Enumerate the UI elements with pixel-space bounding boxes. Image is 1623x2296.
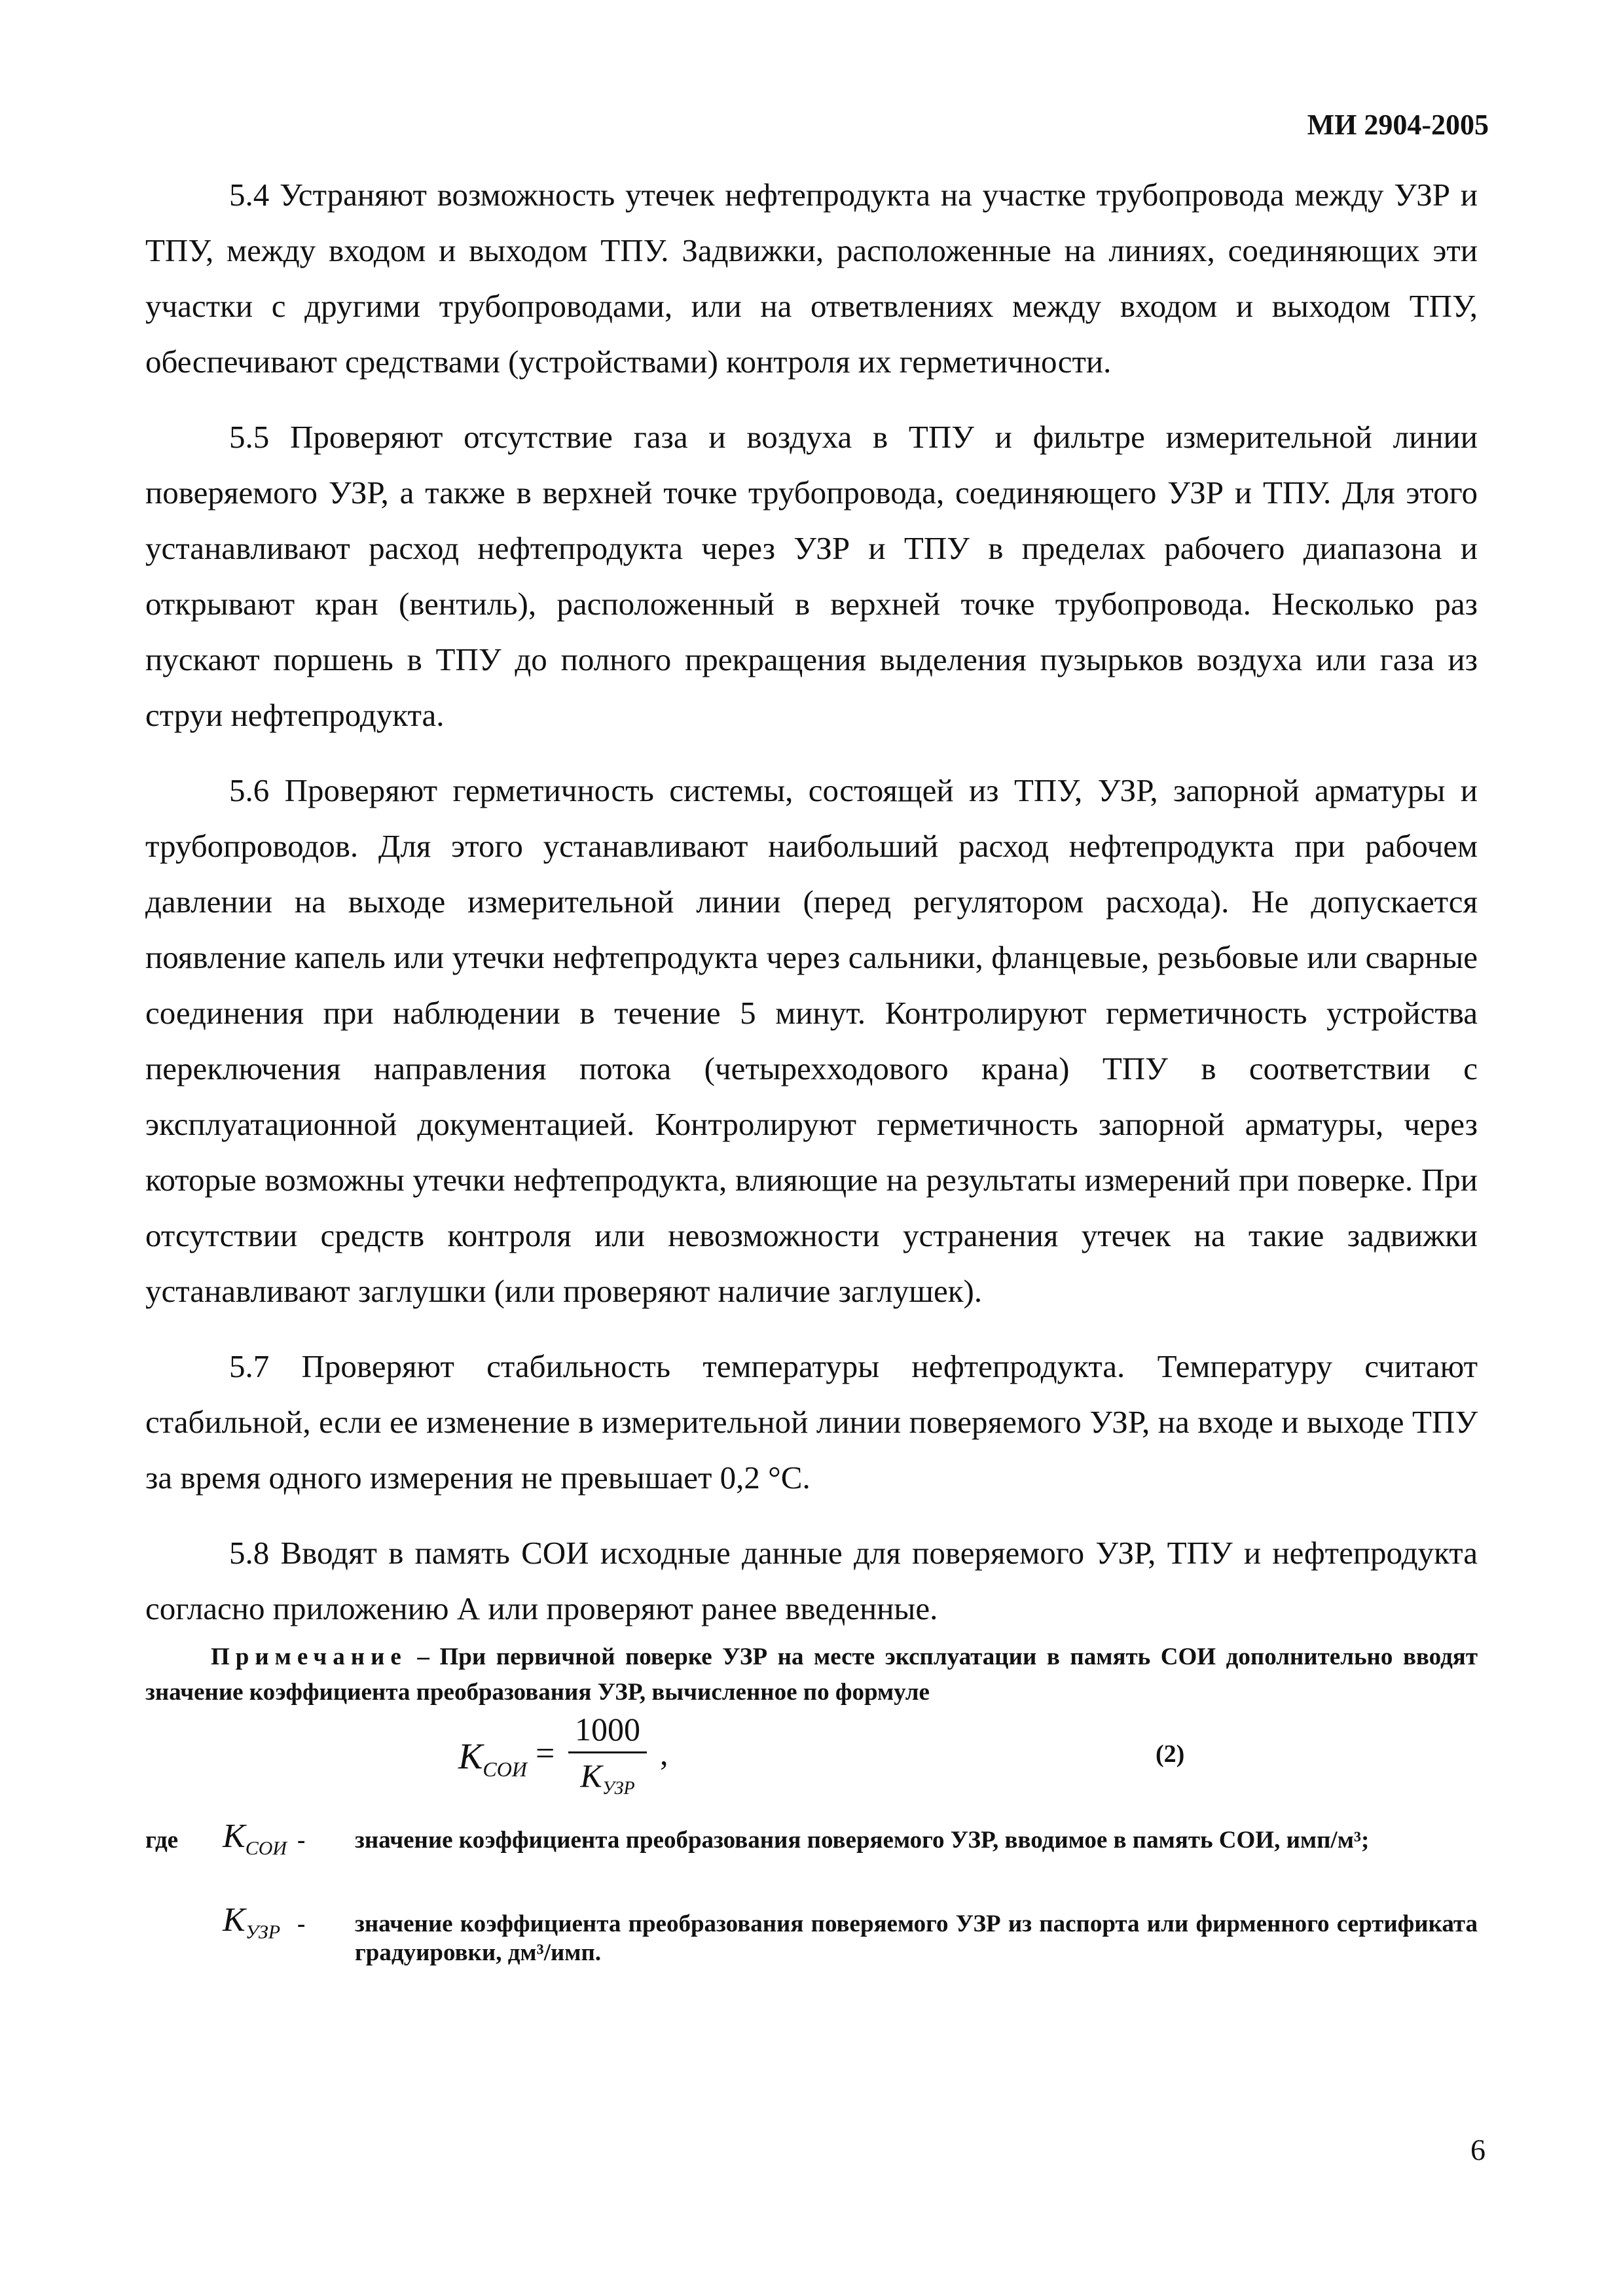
definitions-list	[145, 1818, 1478, 1994]
paragraph-5-5: 5.5 Проверяют отсутствие газа и воздуха в ТПУ и фильтре измерительной линии поверяемого УЗР, а также в верхней точке трубопровода, соединяющего УЗР и ТПУ. Для этого устанавливают расход нефтепродукта через УЗР и ТПУ в пределах рабочего диапазона и открывают кран (вентиль), расположенный в верхней точке трубопровода. Несколько раз пускают поршень в ТПУ до полного прекращения выделения пузырьков воздуха или газа из струи нефтепродукта.	[145, 419, 1478, 733]
formula-denominator: $K_{УЗР}$	[580, 1757, 635, 1799]
definition-text: значение коэффициента преобразования поверяемого УЗР из паспорта или фирменного сертификата градуировки, дм³/имп.	[355, 1910, 1478, 1966]
definition-dash: -	[297, 1827, 306, 1854]
definition-k-uzr	[145, 1901, 1478, 1967]
note-heading: Примечание	[211, 1643, 407, 1670]
definition-text: значение коэффициента преобразования поверяемого УЗР, вводимое в память СОИ, имп/м³;	[355, 1827, 1370, 1854]
formula-fraction	[568, 1708, 647, 1810]
page-number: 6	[1470, 2133, 1486, 2166]
where-label: где	[145, 1827, 179, 1854]
document-code: МИ 2904-2005	[1307, 109, 1489, 141]
paragraph-5-8: 5.8 Вводят в память СОИ исходные данные для поверяемого УЗР, ТПУ и нефтепродукта согласно приложению А или проверяют ранее введенные.	[145, 1535, 1478, 1626]
definition-k-soi	[145, 1818, 1478, 1884]
fraction-bar	[568, 1751, 647, 1753]
note-block	[145, 1640, 1478, 1710]
formula-equals: =	[536, 1735, 555, 1772]
paragraph-5-6: 5.6 Проверяют герметичность системы, состоящей из ТПУ, УЗР, запорной арматуры и трубопроводов. Для этого устанавливают наибольший расход нефтепродукта при рабочем давлении на выходе измерительной линии (перед регулятором расхода). Не допускается появление капель или утечки нефтепродукта через сальники, фланцевые, резьбовые или сварные соединения при наблюдении в течение 5 минут. Контролируют герметичность устройства переключения направления потока (четырехходового крана) ТПУ в соответствии с эксплуатационной документацией. Контролируют герметичность запорной арматуры, через которые возможны утечки нефтепродукта, влияющие на результаты измерений при поверке. При отсутствии средств контроля или невозможности устранения утечек на такие задвижки устанавливают заглушки (или проверяют наличие заглушек).	[145, 772, 1478, 1309]
paragraph-5-4: 5.4 Устраняют возможность утечек нефтепродукта на участке трубопровода между УЗР и ТПУ, между входом и выходом ТПУ. Задвижки, расположенные на линиях, соединяющих эти участки с другими трубопроводами, или на ответвлениях между входом и выходом ТПУ, обеспечивают средствами (устройствами) контроля их герметичности.	[145, 177, 1478, 380]
formula-2	[458, 1708, 1309, 1800]
note-text: – При первичной поверке УЗР на месте эксплуатации в память СОИ дополнительно вводят значение коэффициента преобразования УЗР, вычисленное по формуле	[145, 1643, 1478, 1706]
formula-number: (2)	[1156, 1740, 1185, 1768]
formula-lhs: $K_{СОИ}$	[458, 1736, 527, 1782]
formula-numerator: 1000	[575, 1711, 640, 1748]
formula-comma: ,	[660, 1735, 668, 1772]
definition-symbol: $K_{СОИ}$	[223, 1818, 287, 1859]
paragraph-5-7: 5.7 Проверяют стабильность температуры нефтепродукта. Температуру считают стабильной, если ее изменение в измерительной линии поверяемого УЗР, на входе и выходе ТПУ за время одного измерения не превышает 0,2 °С.	[145, 1348, 1478, 1496]
definition-symbol: $K_{УЗР}$	[223, 1901, 281, 1943]
body-text	[145, 167, 1478, 1656]
definition-dash: -	[297, 1910, 306, 1937]
